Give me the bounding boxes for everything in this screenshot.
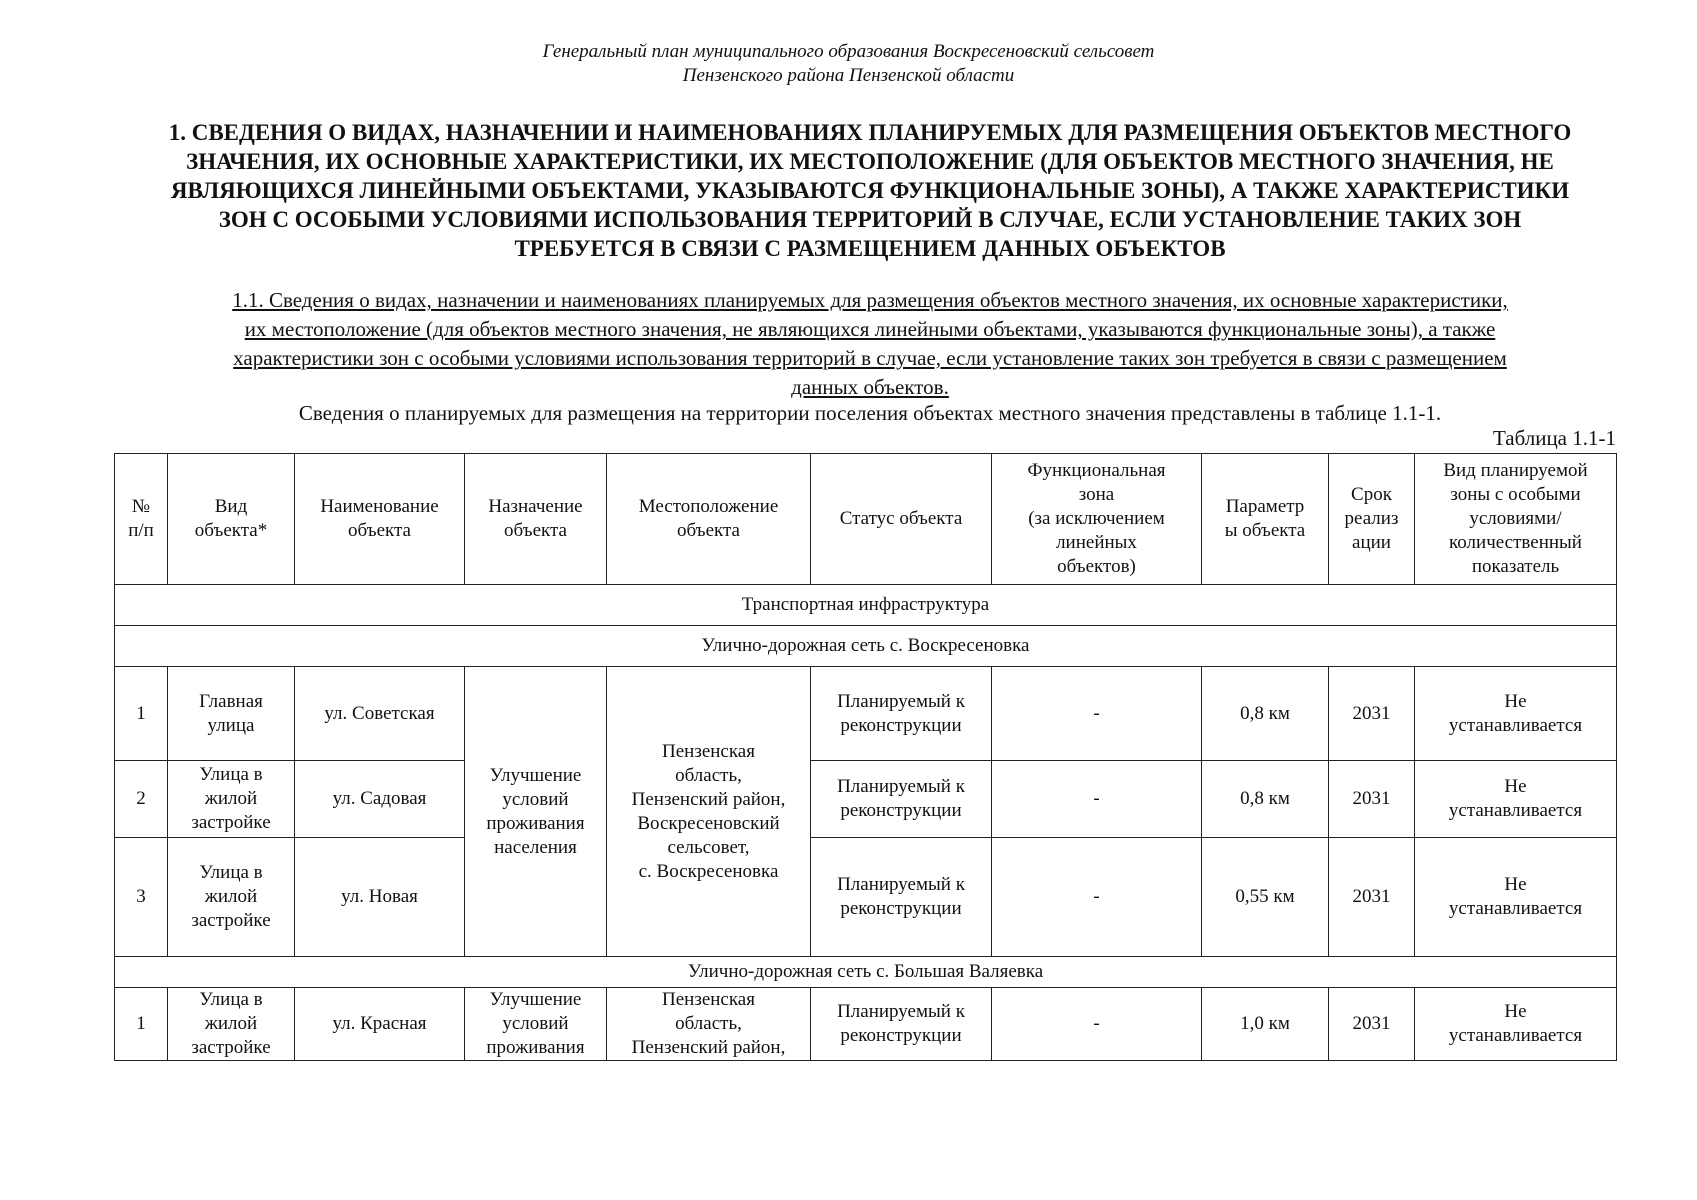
header-object-name: Наименование объекта bbox=[295, 454, 465, 585]
running-header-line-2: Пензенского района Пензенской области bbox=[682, 65, 1015, 86]
subsection-heading-line: характеристики зон с особыми условиями использования территорий в случае, если установление таких зон требуется в связи с размещением bbox=[233, 346, 1507, 370]
subsection-heading-line: их местоположение (для объектов местного значения, не являющихся линейными объектами, указываются функциональные зоны), а также bbox=[244, 317, 1496, 341]
cell-object-name: ул. Садовая bbox=[295, 761, 465, 838]
table-row bbox=[115, 761, 1617, 838]
cell-special-zone-type: Не устанавливается bbox=[1415, 838, 1617, 957]
table-header-row bbox=[115, 454, 1617, 585]
cell-special-zone-type: Не устанавливается bbox=[1415, 667, 1617, 761]
subsection-heading bbox=[110, 286, 1630, 402]
group-voskresenovka-street-network: Улично-дорожная сеть с. Воскресеновка bbox=[115, 626, 1617, 667]
section-heading-line: ТРЕБУЕТСЯ В СВЯЗИ С РАЗМЕЩЕНИЕМ ДАННЫХ ОБЪЕКТОВ bbox=[514, 236, 1226, 261]
cell-object-type: Улица в жилой застройке bbox=[168, 761, 295, 838]
header-implementation-term: Срок реализ ации bbox=[1329, 454, 1415, 585]
cell-number: 3 bbox=[115, 838, 168, 957]
cell-implementation-term: 2031 bbox=[1329, 838, 1415, 957]
cell-object-status: Планируемый к реконструкции bbox=[811, 988, 992, 1061]
cell-object-purpose: Улучшение условий проживания населения bbox=[465, 667, 607, 957]
cell-implementation-term: 2031 bbox=[1329, 761, 1415, 838]
cell-object-status: Планируемый к реконструкции bbox=[811, 761, 992, 838]
cell-functional-zone: - bbox=[992, 988, 1202, 1061]
cell-object-purpose: Улучшение условий проживания bbox=[465, 988, 607, 1061]
table-row bbox=[115, 838, 1617, 957]
cell-object-type: Главная улица bbox=[168, 667, 295, 761]
header-object-location: Местоположение объекта bbox=[607, 454, 811, 585]
planned-objects-table bbox=[114, 453, 1617, 1061]
cell-object-parameters: 1,0 км bbox=[1202, 988, 1329, 1061]
table-group-row bbox=[115, 626, 1617, 667]
section-heading-line: ЗНАЧЕНИЯ, ИХ ОСНОВНЫЕ ХАРАКТЕРИСТИКИ, ИХ МЕСТОПОЛОЖЕНИЕ (ДЛЯ ОБЪЕКТОВ МЕСТНОГО ЗНАЧЕНИЯ, НЕ bbox=[186, 149, 1554, 174]
cell-functional-zone: - bbox=[992, 667, 1202, 761]
cell-functional-zone: - bbox=[992, 761, 1202, 838]
cell-object-status: Планируемый к реконструкции bbox=[811, 667, 992, 761]
cell-implementation-term: 2031 bbox=[1329, 667, 1415, 761]
table-group-row bbox=[115, 957, 1617, 988]
cell-object-location: Пензенская область, Пензенский район, bbox=[607, 988, 811, 1061]
group-bolshaya-valyaevka-street-network: Улично-дорожная сеть с. Большая Валяевка bbox=[115, 957, 1617, 988]
header-object-type: Вид объекта* bbox=[168, 454, 295, 585]
cell-number: 1 bbox=[115, 988, 168, 1061]
table-caption: Таблица 1.1-1 bbox=[1492, 426, 1616, 450]
header-number: № п/п bbox=[115, 454, 168, 585]
header-object-parameters: Параметр ы объекта bbox=[1202, 454, 1329, 585]
cell-object-type: Улица в жилой застройке bbox=[168, 838, 295, 957]
header-special-zone-type: Вид планируемой зоны с особыми условиями/ количественный показатель bbox=[1415, 454, 1617, 585]
cell-object-name: ул. Новая bbox=[295, 838, 465, 957]
cell-number: 1 bbox=[115, 667, 168, 761]
header-object-status: Статус объекта bbox=[811, 454, 992, 585]
intro-paragraph: Сведения о планируемых для размещения на территории поселения объектах местного значения представлены в таблице 1.1-1. bbox=[298, 401, 1442, 425]
header-object-purpose: Назначение объекта bbox=[465, 454, 607, 585]
cell-object-location: Пензенская область, Пензенский район, Воскресеновский сельсовет, с. Воскресеновка bbox=[607, 667, 811, 957]
cell-object-parameters: 0,8 км bbox=[1202, 667, 1329, 761]
cell-special-zone-type: Не устанавливается bbox=[1415, 761, 1617, 838]
running-header-line-1: Генеральный план муниципального образования Воскресеновский сельсовет bbox=[542, 41, 1155, 62]
table-row bbox=[115, 667, 1617, 761]
subsection-heading-line: 1.1. Сведения о видах, назначении и наименованиях планируемых для размещения объектов местного значения, их основные характеристики, bbox=[232, 288, 1508, 312]
section-heading-line: 1. СВЕДЕНИЯ О ВИДАХ, НАЗНАЧЕНИИ И НАИМЕНОВАНИЯХ ПЛАНИРУЕМЫХ ДЛЯ РАЗМЕЩЕНИЯ ОБЪЕКТОВ МЕСТНОГО bbox=[168, 120, 1572, 145]
cell-number: 2 bbox=[115, 761, 168, 838]
header-functional-zone: Функциональная зона (за исключением линейных объектов) bbox=[992, 454, 1202, 585]
cell-object-type: Улица в жилой застройке bbox=[168, 988, 295, 1061]
cell-object-parameters: 0,8 км bbox=[1202, 761, 1329, 838]
cell-object-status: Планируемый к реконструкции bbox=[811, 838, 992, 957]
cell-special-zone-type: Не устанавливается bbox=[1415, 988, 1617, 1061]
cell-object-name: ул. Красная bbox=[295, 988, 465, 1061]
section-heading-line: ЗОН С ОСОБЫМИ УСЛОВИЯМИ ИСПОЛЬЗОВАНИЯ ТЕРРИТОРИЙ В СЛУЧАЕ, ЕСЛИ УСТАНОВЛЕНИЕ ТАКИХ ЗОН bbox=[218, 207, 1522, 232]
cell-object-name: ул. Советская bbox=[295, 667, 465, 761]
group-transport-infrastructure: Транспортная инфраструктура bbox=[115, 585, 1617, 626]
section-heading bbox=[110, 118, 1630, 263]
cell-functional-zone: - bbox=[992, 838, 1202, 957]
section-heading-line: ЯВЛЯЮЩИХСЯ ЛИНЕЙНЫМИ ОБЪЕКТАМИ, УКАЗЫВАЮТСЯ ФУНКЦИОНАЛЬНЫЕ ЗОНЫ), А ТАКЖЕ ХАРАКТЕРИСТИКИ bbox=[170, 178, 1570, 203]
table-group-row bbox=[115, 585, 1617, 626]
cell-implementation-term: 2031 bbox=[1329, 988, 1415, 1061]
subsection-heading-line: данных объектов. bbox=[791, 375, 949, 399]
cell-object-parameters: 0,55 км bbox=[1202, 838, 1329, 957]
table-row bbox=[115, 988, 1617, 1061]
